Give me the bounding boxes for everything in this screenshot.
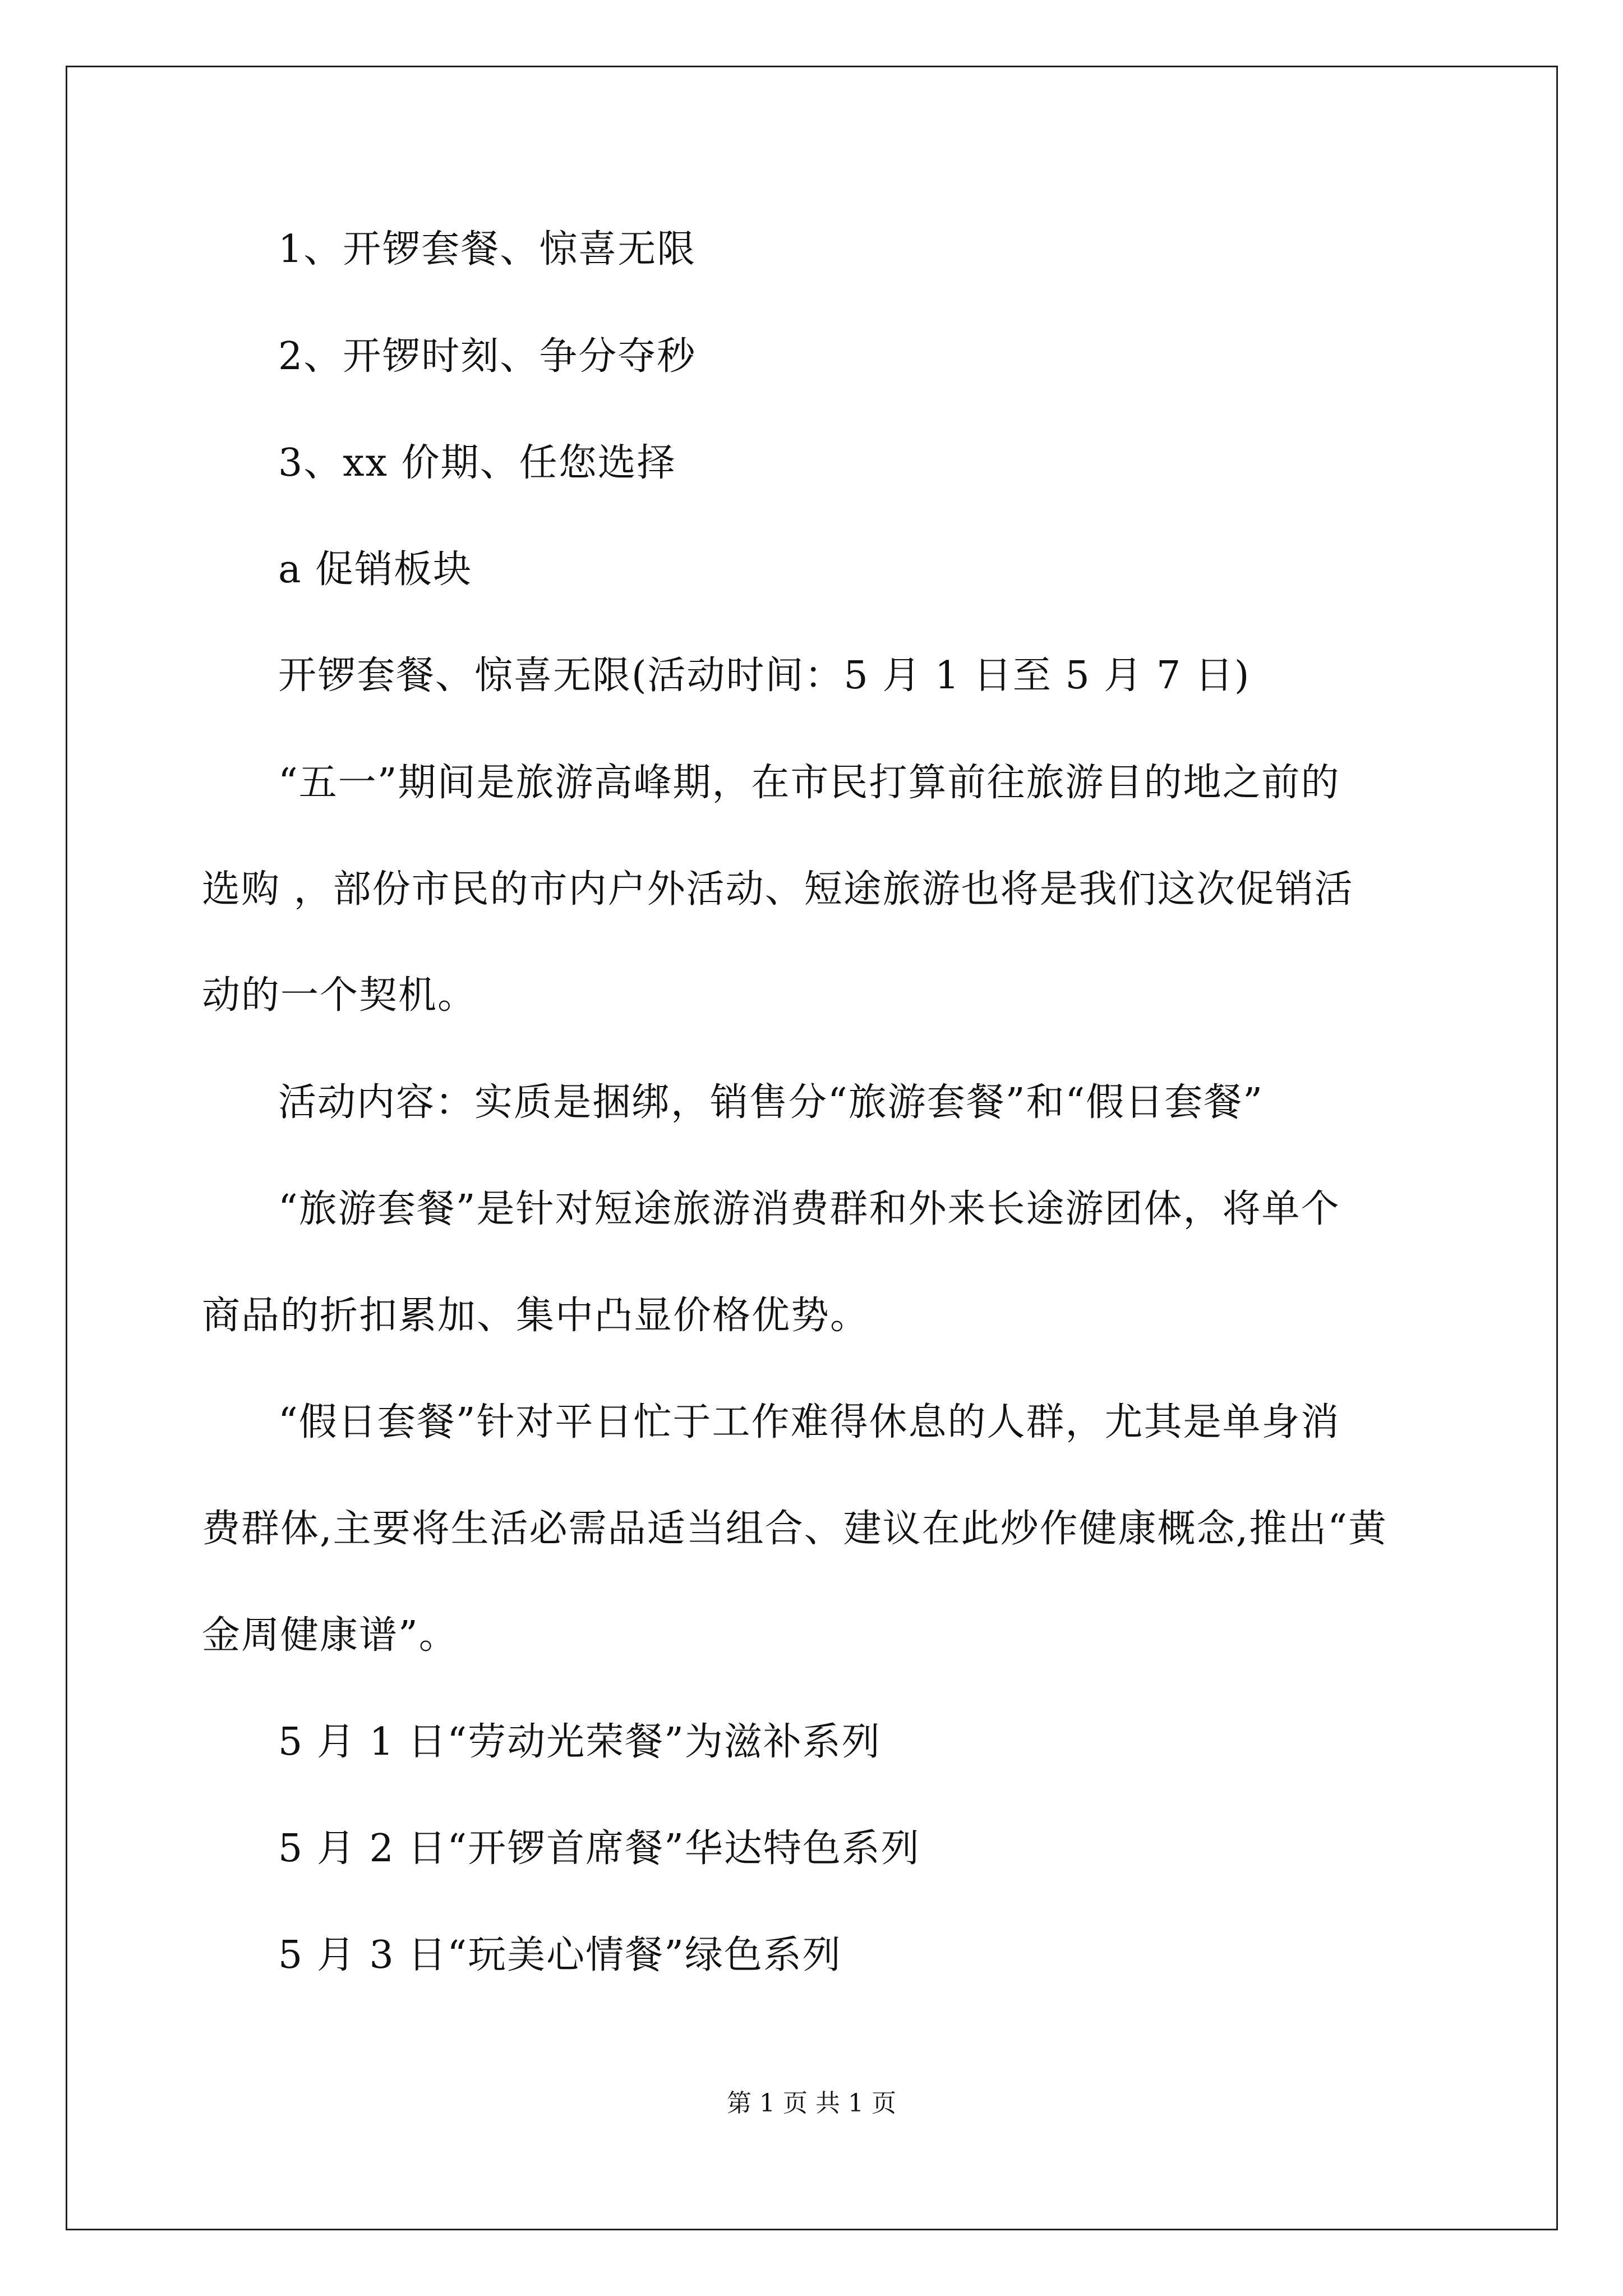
schedule-item: 5 月 2 日“开锣首席餐”华达特色系列 (278, 1826, 920, 1871)
activity-title: 开锣套餐、惊喜无限(活动时间：5 月 1 日至 5 月 7 日) (278, 654, 1251, 698)
paragraph-line: “假日套餐”针对平日忙于工作难得休息的人群，尤其是单身消 (278, 1400, 1340, 1444)
paragraph-line: 活动内容：实质是捆绑，销售分“旅游套餐”和“假日套餐” (278, 1080, 1264, 1125)
paragraph-line: 选购 ，部份市民的市内户外活动、短途旅游也将是我们这次促销活 (202, 867, 1354, 912)
schedule-item: 5 月 3 日“玩美心情餐”绿色系列 (278, 1933, 842, 1977)
page-border (66, 66, 1558, 2230)
paragraph-line: 商品的折扣累加、集中凸显价格优势。 (202, 1294, 870, 1338)
paragraph-line: 金周健康谱”。 (202, 1613, 458, 1658)
paragraph-line: “旅游套餐”是针对短途旅游消费群和外来长途游团体，将单个 (278, 1187, 1340, 1231)
page-footer: 第 1 页 共 1 页 (727, 2089, 896, 2118)
section-heading: a 促销板块 (278, 547, 473, 592)
paragraph-line: 费群体,主要将生活必需品适当组合、建议在此炒作健康概念,推出“黄 (202, 1507, 1387, 1551)
list-item-2: 2、开锣时刻、争分夺秒 (278, 334, 697, 379)
list-item-3: 3、xx 价期、任您选择 (278, 441, 676, 485)
paragraph-line: “五一”期间是旅游高峰期，在市民打算前往旅游目的地之前的 (278, 761, 1340, 805)
schedule-item: 5 月 1 日“劳动光荣餐”为滋补系列 (278, 1720, 881, 1764)
paragraph-line: 动的一个契机。 (202, 973, 477, 1018)
list-item-1: 1、开锣套餐、惊喜无限 (278, 227, 697, 272)
